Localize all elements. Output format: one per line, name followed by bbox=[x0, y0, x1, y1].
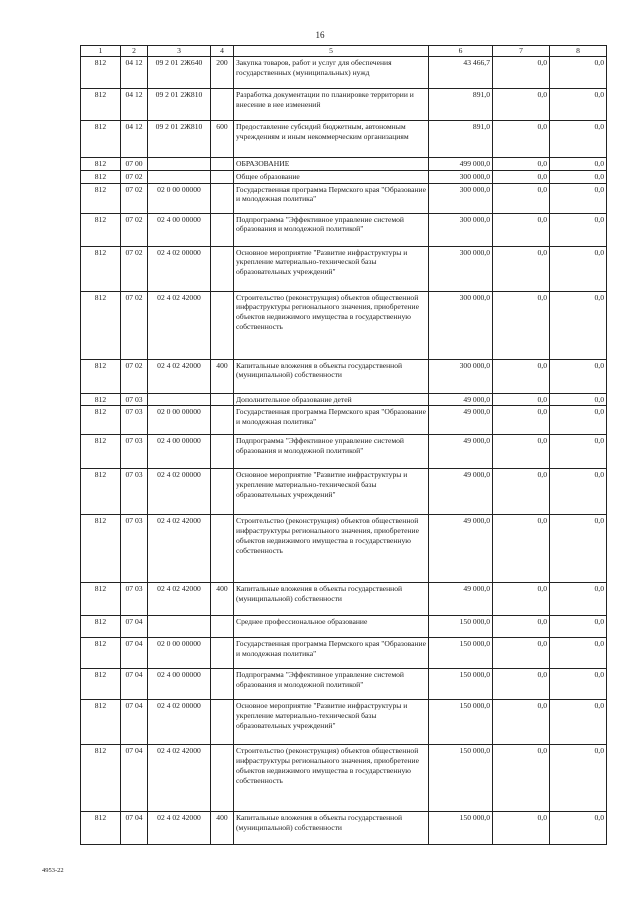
cell-target-code: 02 4 02 42000 bbox=[148, 812, 211, 845]
cell-admin-code: 812 bbox=[81, 183, 121, 213]
cell-admin-code: 812 bbox=[81, 56, 121, 88]
cell-description: Подпрограмма "Эффективное управление системой образования и молодежной политикой" bbox=[234, 213, 429, 246]
cell-amount-col7: 0,0 bbox=[493, 583, 550, 616]
cell-amount-col6: 300 000,0 bbox=[429, 246, 493, 291]
cell-description: Закупка товаров, работ и услуг для обеспечения государственных (муниципальных) нужд bbox=[234, 56, 429, 88]
cell-expense-type bbox=[211, 469, 234, 515]
cell-description: Дополнительное образование детей bbox=[234, 393, 429, 406]
cell-amount-col7: 0,0 bbox=[493, 157, 550, 170]
cell-admin-code: 812 bbox=[81, 812, 121, 845]
cell-expense-type bbox=[211, 406, 234, 435]
cell-target-code: 02 4 02 00000 bbox=[148, 246, 211, 291]
cell-expense-type: 400 bbox=[211, 812, 234, 845]
cell-amount-col6: 150 000,0 bbox=[429, 616, 493, 638]
cell-amount-col6: 150 000,0 bbox=[429, 669, 493, 700]
cell-admin-code: 812 bbox=[81, 88, 121, 120]
cell-target-code: 09 2 01 2Ж810 bbox=[148, 120, 211, 157]
cell-expense-type bbox=[211, 291, 234, 359]
cell-admin-code: 812 bbox=[81, 700, 121, 745]
cell-amount-col8: 0,0 bbox=[550, 213, 607, 246]
cell-section-code: 07 04 bbox=[121, 616, 148, 638]
cell-amount-col6: 150 000,0 bbox=[429, 700, 493, 745]
cell-amount-col6: 43 466,7 bbox=[429, 56, 493, 88]
cell-target-code: 09 2 01 2Ж640 bbox=[148, 56, 211, 88]
cell-section-code: 07 02 bbox=[121, 291, 148, 359]
col-header-5: 5 bbox=[234, 46, 429, 57]
cell-admin-code: 812 bbox=[81, 291, 121, 359]
cell-amount-col6: 891,0 bbox=[429, 88, 493, 120]
cell-admin-code: 812 bbox=[81, 393, 121, 406]
cell-amount-col6: 300 000,0 bbox=[429, 183, 493, 213]
cell-amount-col7: 0,0 bbox=[493, 616, 550, 638]
cell-target-code: 02 4 00 00000 bbox=[148, 213, 211, 246]
col-header-3: 3 bbox=[148, 46, 211, 57]
table-body bbox=[81, 56, 607, 845]
cell-expense-type: 400 bbox=[211, 359, 234, 393]
cell-amount-col6: 49 000,0 bbox=[429, 515, 493, 583]
cell-description: Основное мероприятие "Развитие инфраструктуры и укрепление материально-технической базы образовательных учреждений" bbox=[234, 700, 429, 745]
cell-description: Государственная программа Пермского края "Образование и молодежная политика" bbox=[234, 183, 429, 213]
cell-admin-code: 812 bbox=[81, 213, 121, 246]
table-row bbox=[81, 157, 607, 170]
cell-target-code: 02 4 02 00000 bbox=[148, 700, 211, 745]
cell-amount-col8: 0,0 bbox=[550, 359, 607, 393]
table-row bbox=[81, 435, 607, 469]
cell-description: Строительство (реконструкция) объектов общественной инфраструктуры регионального значения, приобретение объектов недвижимого имущества в государственную собственность bbox=[234, 745, 429, 812]
cell-expense-type bbox=[211, 246, 234, 291]
table-row bbox=[81, 183, 607, 213]
cell-target-code bbox=[148, 393, 211, 406]
col-header-8: 8 bbox=[550, 46, 607, 57]
cell-target-code bbox=[148, 170, 211, 183]
cell-amount-col6: 49 000,0 bbox=[429, 469, 493, 515]
cell-amount-col8: 0,0 bbox=[550, 393, 607, 406]
table-row bbox=[81, 246, 607, 291]
table-row bbox=[81, 515, 607, 583]
cell-admin-code: 812 bbox=[81, 745, 121, 812]
cell-amount-col8: 0,0 bbox=[550, 669, 607, 700]
cell-description: Подпрограмма "Эффективное управление системой образования и молодежной политикой" bbox=[234, 435, 429, 469]
table-row bbox=[81, 170, 607, 183]
cell-expense-type bbox=[211, 183, 234, 213]
cell-admin-code: 812 bbox=[81, 669, 121, 700]
footer-code: 4953-22 bbox=[42, 867, 64, 874]
cell-admin-code: 812 bbox=[81, 359, 121, 393]
cell-target-code bbox=[148, 616, 211, 638]
cell-section-code: 07 04 bbox=[121, 669, 148, 700]
cell-section-code: 07 02 bbox=[121, 246, 148, 291]
table-row bbox=[81, 406, 607, 435]
cell-amount-col8: 0,0 bbox=[550, 88, 607, 120]
cell-amount-col7: 0,0 bbox=[493, 700, 550, 745]
cell-expense-type: 200 bbox=[211, 56, 234, 88]
cell-admin-code: 812 bbox=[81, 246, 121, 291]
cell-amount-col8: 0,0 bbox=[550, 183, 607, 213]
table-row bbox=[81, 291, 607, 359]
cell-target-code: 02 4 02 42000 bbox=[148, 583, 211, 616]
cell-section-code: 04 12 bbox=[121, 56, 148, 88]
cell-amount-col6: 49 000,0 bbox=[429, 583, 493, 616]
cell-expense-type: 400 bbox=[211, 583, 234, 616]
cell-expense-type bbox=[211, 669, 234, 700]
cell-amount-col8: 0,0 bbox=[550, 700, 607, 745]
cell-description: Основное мероприятие "Развитие инфраструктуры и укрепление материально-технической базы образовательных учреждений" bbox=[234, 246, 429, 291]
cell-amount-col8: 0,0 bbox=[550, 246, 607, 291]
cell-target-code bbox=[148, 157, 211, 170]
cell-amount-col7: 0,0 bbox=[493, 359, 550, 393]
cell-amount-col7: 0,0 bbox=[493, 406, 550, 435]
cell-amount-col6: 891,0 bbox=[429, 120, 493, 157]
table-row bbox=[81, 700, 607, 745]
cell-description: Среднее профессиональное образование bbox=[234, 616, 429, 638]
cell-section-code: 07 04 bbox=[121, 700, 148, 745]
cell-section-code: 07 03 bbox=[121, 435, 148, 469]
cell-section-code: 07 03 bbox=[121, 406, 148, 435]
cell-section-code: 07 00 bbox=[121, 157, 148, 170]
cell-amount-col6: 49 000,0 bbox=[429, 435, 493, 469]
cell-amount-col6: 150 000,0 bbox=[429, 638, 493, 669]
table-row bbox=[81, 120, 607, 157]
cell-amount-col7: 0,0 bbox=[493, 213, 550, 246]
cell-amount-col6: 150 000,0 bbox=[429, 812, 493, 845]
table-row bbox=[81, 669, 607, 700]
cell-description: Разработка документации по планировке территории и внесение в нее изменений bbox=[234, 88, 429, 120]
col-header-2: 2 bbox=[121, 46, 148, 57]
cell-description: Строительство (реконструкция) объектов общественной инфраструктуры регионального значения, приобретение объектов недвижимого имущества в государственную собственность bbox=[234, 515, 429, 583]
cell-expense-type bbox=[211, 170, 234, 183]
cell-amount-col8: 0,0 bbox=[550, 406, 607, 435]
cell-admin-code: 812 bbox=[81, 120, 121, 157]
cell-amount-col7: 0,0 bbox=[493, 56, 550, 88]
cell-amount-col7: 0,0 bbox=[493, 515, 550, 583]
cell-expense-type bbox=[211, 515, 234, 583]
cell-description: Капитальные вложения в объекты государственной (муниципальной) собственности bbox=[234, 359, 429, 393]
cell-expense-type bbox=[211, 745, 234, 812]
budget-table bbox=[80, 45, 607, 845]
cell-admin-code: 812 bbox=[81, 406, 121, 435]
cell-target-code: 02 4 02 42000 bbox=[148, 359, 211, 393]
cell-amount-col7: 0,0 bbox=[493, 812, 550, 845]
cell-description: Основное мероприятие "Развитие инфраструктуры и укрепление материально-технической базы образовательных учреждений" bbox=[234, 469, 429, 515]
cell-amount-col8: 0,0 bbox=[550, 638, 607, 669]
cell-target-code: 02 4 02 42000 bbox=[148, 515, 211, 583]
cell-expense-type bbox=[211, 638, 234, 669]
cell-amount-col6: 300 000,0 bbox=[429, 170, 493, 183]
cell-section-code: 07 04 bbox=[121, 812, 148, 845]
table-row bbox=[81, 359, 607, 393]
cell-amount-col7: 0,0 bbox=[493, 393, 550, 406]
cell-admin-code: 812 bbox=[81, 469, 121, 515]
cell-admin-code: 812 bbox=[81, 515, 121, 583]
cell-amount-col7: 0,0 bbox=[493, 669, 550, 700]
cell-expense-type bbox=[211, 393, 234, 406]
cell-description: Государственная программа Пермского края "Образование и молодежная политика" bbox=[234, 638, 429, 669]
cell-amount-col6: 300 000,0 bbox=[429, 359, 493, 393]
cell-amount-col7: 0,0 bbox=[493, 246, 550, 291]
cell-description: Строительство (реконструкция) объектов общественной инфраструктуры регионального значения, приобретение объектов недвижимого имущества в государственную собственность bbox=[234, 291, 429, 359]
cell-description: ОБРАЗОВАНИЕ bbox=[234, 157, 429, 170]
cell-section-code: 07 03 bbox=[121, 515, 148, 583]
cell-amount-col8: 0,0 bbox=[550, 515, 607, 583]
cell-amount-col7: 0,0 bbox=[493, 469, 550, 515]
cell-expense-type: 600 bbox=[211, 120, 234, 157]
cell-amount-col8: 0,0 bbox=[550, 616, 607, 638]
cell-amount-col7: 0,0 bbox=[493, 88, 550, 120]
cell-section-code: 04 12 bbox=[121, 88, 148, 120]
cell-target-code: 02 0 00 00000 bbox=[148, 638, 211, 669]
cell-section-code: 07 02 bbox=[121, 359, 148, 393]
cell-amount-col8: 0,0 bbox=[550, 583, 607, 616]
table-header-row bbox=[81, 46, 607, 57]
cell-section-code: 07 04 bbox=[121, 638, 148, 669]
cell-admin-code: 812 bbox=[81, 583, 121, 616]
cell-expense-type bbox=[211, 616, 234, 638]
cell-description: Подпрограмма "Эффективное управление системой образования и молодежной политикой" bbox=[234, 669, 429, 700]
cell-expense-type bbox=[211, 88, 234, 120]
cell-amount-col7: 0,0 bbox=[493, 291, 550, 359]
cell-description: Капитальные вложения в объекты государственной (муниципальной) собственности bbox=[234, 812, 429, 845]
cell-expense-type bbox=[211, 213, 234, 246]
cell-amount-col8: 0,0 bbox=[550, 56, 607, 88]
cell-amount-col8: 0,0 bbox=[550, 435, 607, 469]
cell-expense-type bbox=[211, 157, 234, 170]
cell-section-code: 07 02 bbox=[121, 170, 148, 183]
cell-expense-type bbox=[211, 435, 234, 469]
cell-amount-col8: 0,0 bbox=[550, 120, 607, 157]
cell-description: Предоставление субсидий бюджетным, автономным учреждениям и иным некоммерческим организациям bbox=[234, 120, 429, 157]
cell-section-code: 07 04 bbox=[121, 745, 148, 812]
cell-amount-col7: 0,0 bbox=[493, 638, 550, 669]
col-header-7: 7 bbox=[493, 46, 550, 57]
col-header-1: 1 bbox=[81, 46, 121, 57]
cell-section-code: 07 02 bbox=[121, 213, 148, 246]
cell-description: Общее образование bbox=[234, 170, 429, 183]
table-row bbox=[81, 213, 607, 246]
cell-amount-col6: 49 000,0 bbox=[429, 393, 493, 406]
cell-amount-col7: 0,0 bbox=[493, 745, 550, 812]
cell-target-code: 02 4 00 00000 bbox=[148, 669, 211, 700]
table-row bbox=[81, 88, 607, 120]
table-row bbox=[81, 638, 607, 669]
col-header-6: 6 bbox=[429, 46, 493, 57]
cell-admin-code: 812 bbox=[81, 638, 121, 669]
cell-admin-code: 812 bbox=[81, 170, 121, 183]
cell-amount-col8: 0,0 bbox=[550, 745, 607, 812]
cell-amount-col6: 49 000,0 bbox=[429, 406, 493, 435]
cell-target-code: 02 4 00 00000 bbox=[148, 435, 211, 469]
cell-amount-col8: 0,0 bbox=[550, 170, 607, 183]
cell-section-code: 07 03 bbox=[121, 393, 148, 406]
cell-target-code: 02 4 02 42000 bbox=[148, 745, 211, 812]
cell-amount-col6: 300 000,0 bbox=[429, 291, 493, 359]
page-number: 16 bbox=[315, 30, 325, 40]
cell-amount-col6: 300 000,0 bbox=[429, 213, 493, 246]
cell-target-code: 02 0 00 00000 bbox=[148, 406, 211, 435]
cell-amount-col7: 0,0 bbox=[493, 435, 550, 469]
table-row bbox=[81, 745, 607, 812]
cell-target-code: 09 2 01 2Ж810 bbox=[148, 88, 211, 120]
cell-admin-code: 812 bbox=[81, 157, 121, 170]
table-row bbox=[81, 56, 607, 88]
cell-admin-code: 812 bbox=[81, 435, 121, 469]
cell-amount-col6: 150 000,0 bbox=[429, 745, 493, 812]
cell-amount-col7: 0,0 bbox=[493, 183, 550, 213]
cell-amount-col7: 0,0 bbox=[493, 170, 550, 183]
cell-description: Государственная программа Пермского края "Образование и молодежная политика" bbox=[234, 406, 429, 435]
cell-target-code: 02 4 02 42000 bbox=[148, 291, 211, 359]
cell-amount-col7: 0,0 bbox=[493, 120, 550, 157]
cell-target-code: 02 4 02 00000 bbox=[148, 469, 211, 515]
cell-section-code: 07 03 bbox=[121, 469, 148, 515]
cell-amount-col8: 0,0 bbox=[550, 469, 607, 515]
cell-amount-col6: 499 000,0 bbox=[429, 157, 493, 170]
cell-amount-col8: 0,0 bbox=[550, 157, 607, 170]
table-row bbox=[81, 583, 607, 616]
cell-amount-col8: 0,0 bbox=[550, 812, 607, 845]
cell-section-code: 07 03 bbox=[121, 583, 148, 616]
cell-section-code: 07 02 bbox=[121, 183, 148, 213]
cell-target-code: 02 0 00 00000 bbox=[148, 183, 211, 213]
col-header-4: 4 bbox=[211, 46, 234, 57]
cell-admin-code: 812 bbox=[81, 616, 121, 638]
table-row bbox=[81, 812, 607, 845]
table-row bbox=[81, 469, 607, 515]
cell-section-code: 04 12 bbox=[121, 120, 148, 157]
cell-expense-type bbox=[211, 700, 234, 745]
table-row bbox=[81, 616, 607, 638]
table-row bbox=[81, 393, 607, 406]
cell-amount-col8: 0,0 bbox=[550, 291, 607, 359]
cell-description: Капитальные вложения в объекты государственной (муниципальной) собственности bbox=[234, 583, 429, 616]
